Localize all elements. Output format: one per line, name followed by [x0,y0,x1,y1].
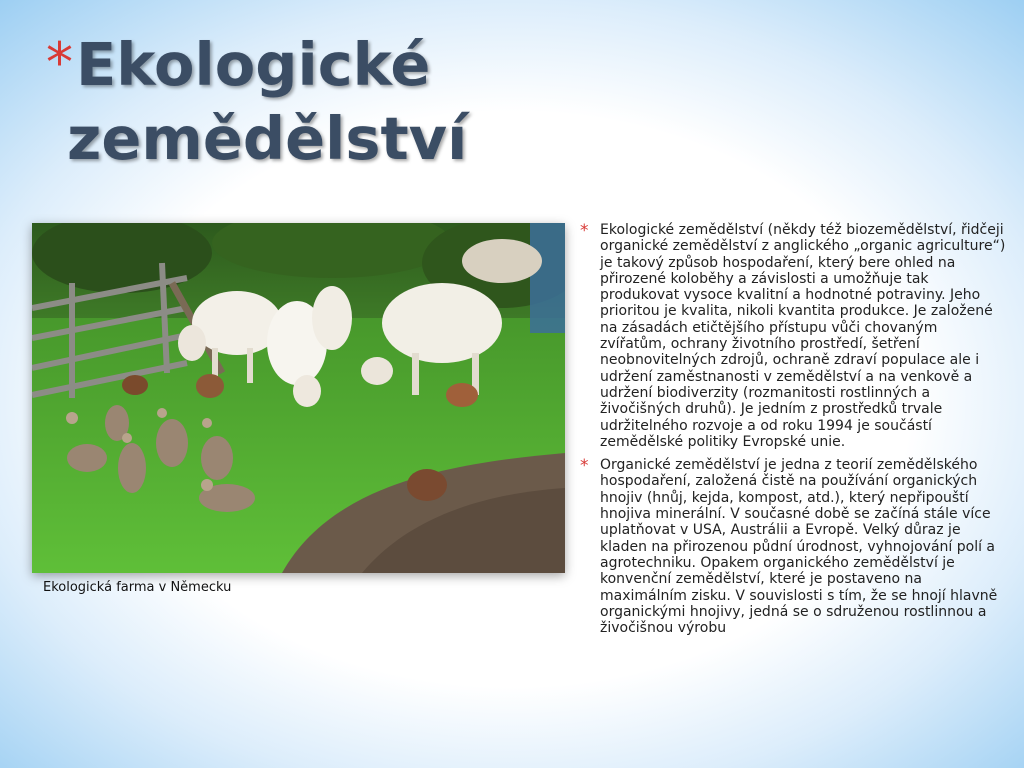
title-asterisk-icon: * [46,31,73,94]
slide-body-text [578,222,1006,643]
farm-photo-image [32,223,565,573]
bullet-paragraph [578,457,1006,636]
bullet-paragraph [578,222,1006,450]
asterisk-bullet-icon: * [580,221,589,241]
paragraph-text: Organické zemědělství je jedna z teorií zemědělského hospodaření, založená čistě na používání organických hnojiv (hnůj, kejda, kompost, atd.), který nepřipouští hnojiva minerální. V současné době se začíná stále více uplatňovat v USA, Austrálii a Evropě. Velký důraz je kladen na přirozenou půdní úrodnost, vyhnojování polí a agrotechniku. Opakem organického zemědělství je konvenční zemědělství, které je postaveno na maximálním zisku. V souvislosti s tím, že se hnojí hlavně organickými hnojivy, jedná se o sdruženou rostlinnou a živočišnou výrobu [600,457,998,637]
farm-photo [32,223,565,573]
slide-title [46,28,467,176]
title-line-2: zemědělství [67,104,468,173]
paragraph-text: Ekologické zemědělství (někdy též biozemědělství, řidčeji organické zemědělství z anglického „organic agriculture“) je takový způsob hospodaření, který bere ohled na přirozené koloběhy a závislosti a umožňuje tak produkovat vysoce kvalitní a hodnotné potraviny. Jeho prioritou je kvalita, nikoli kvantita produkce. Je založené na zásadách etičtějšího přístupu vůči chovaným zvířatům, ochrany životního prostředí, šetření neobnovitelných zdrojů, ochraně zdraví populace ale i udržení zaměstnanosti v zemědělství a na venkově a udržení biodiverzity (rozmanitosti rostlinných a živočišných druhů). Je jedním z prostředků trvale udržitelného rozvoje a od roku 1994 je součástí zemědělské politiky Evropské unie. [600,222,1006,450]
photo-caption: Ekologická farma v Německu [43,580,232,595]
title-line-1: Ekologické [76,30,431,99]
asterisk-bullet-icon: * [580,456,589,477]
